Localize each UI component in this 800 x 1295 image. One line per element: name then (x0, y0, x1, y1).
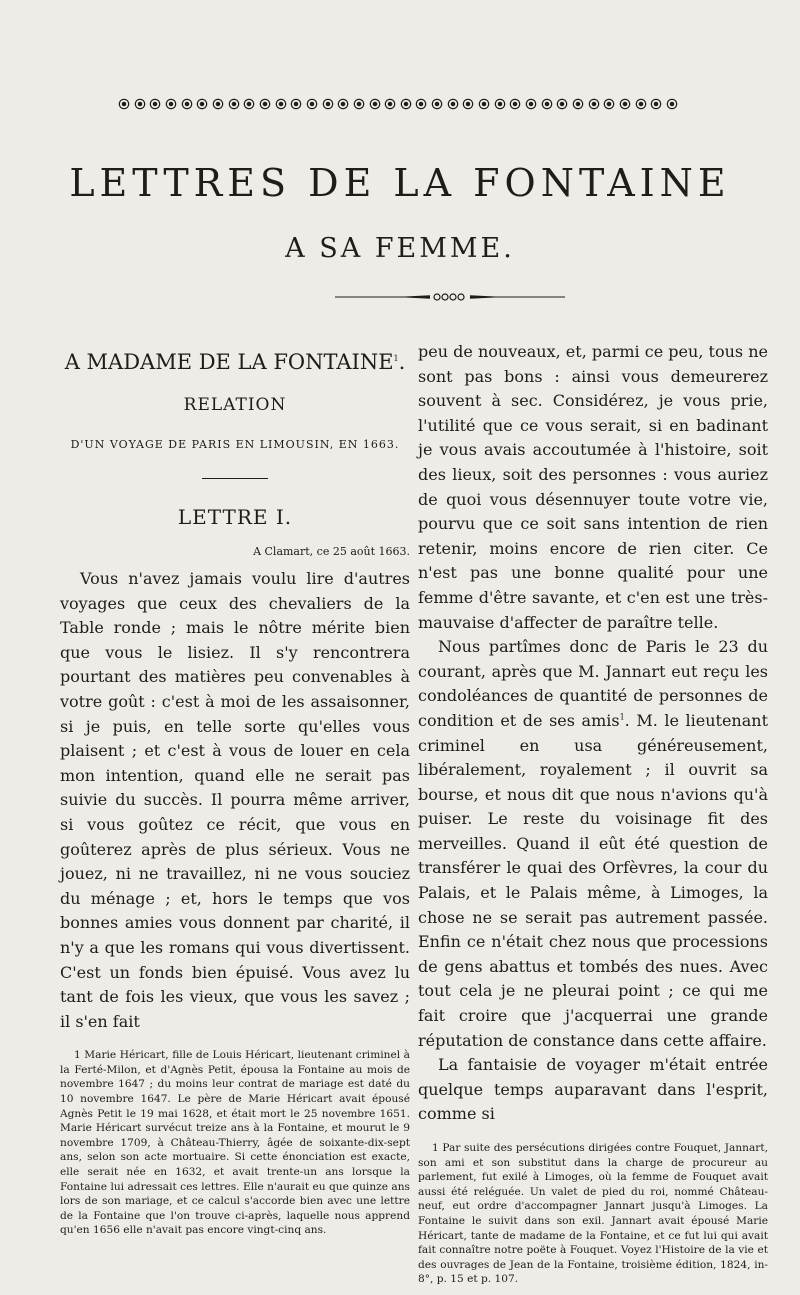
letter-dateline: A Clamart, ce 25 août 1663. (253, 545, 410, 558)
ornament-icon (666, 98, 678, 110)
ornament-icon (619, 98, 631, 110)
dedication-note-mark: 1 (393, 354, 399, 363)
ornament-icon (635, 98, 647, 110)
ornament-icon (525, 98, 537, 110)
ornament-icon (415, 98, 427, 110)
dedication-heading: A MADAME DE LA FONTAINE$^1$. (64, 350, 406, 374)
ornament-icon (275, 98, 287, 110)
letter-body-paragraph (418, 635, 768, 1053)
ornament-icon (306, 98, 318, 110)
ornament-icon (494, 98, 506, 110)
ornament-icon (243, 98, 255, 110)
book-subtitle: A SA FEMME. (285, 233, 515, 264)
ornament-icon (290, 98, 302, 110)
ornament-icon (134, 98, 146, 110)
left-column (60, 340, 410, 1238)
ornamental-divider (335, 293, 565, 301)
letter-body-paragraph: Vous n'avez jamais voulu lire d'autres voyages que ceux des chevaliers de la Table ronde ; mais le nôtre mérite bien que vous le lisiez. Il s'y rencontrera pourtant des matières peu convenables à votre goût : c'est à moi de les assaisonner, si je puis, en telle sorte qu'elles vous plaisent ; et c'est à vous de louer en cela mon intention, quand elle ne serait pas suivie du succès. Il pourra même arriver, si vous goûtez ce récit, que vous en goûterez après de plus sérieux. Vous ne jouez, ni ne travaillez, ni ne vous souciez du ménage ; et, hors le temps que vos bonnes amies vous donnent par charité, il n'y a que les romans qui vous divertissent. C'est un fonds bien épuisé. Vous avez lu tant de fois les vieux, que vous les savez ; il s'en fait (60, 569, 410, 1031)
ornament-icon (181, 98, 193, 110)
ornament-icon (556, 98, 568, 110)
paragraph-text: Nous partîmes donc de Paris le 23 du courant, après que M. Jannart eut reçu les condoléances de quantité de personnes de condition et de ses amis (418, 637, 768, 730)
ornament-icon (196, 98, 208, 110)
ornament-icon (431, 98, 443, 110)
ornament-icon (447, 98, 459, 110)
ornament-icon (165, 98, 177, 110)
ornament-icon (228, 98, 240, 110)
ornament-icon (588, 98, 600, 110)
ornament-icon (337, 98, 349, 110)
relation-heading: RELATION (183, 395, 287, 415)
ornament-icon (462, 98, 474, 110)
footnote: 1 Par suite des persécutions dirigées contre Fouquet, Jannart, son ami et son substitut dans la charge de procureur au parlement, fut exilé à Limoges, où la femme de Fouquet avait aussi été reléguée. Un valet de pied du roi, nommé Château-neuf, eut ordre d'accompagner Jannart jusqu'à Limoges. La Fontaine le suivit dans son exil. Jannart avait épousé Marie Héricart, tante de madame de la Fontaine, et ce fut lui qui avait fait connaître notre poëte à Fouquet. Voyez l'Histoire de la vie et des ouvrages de Jean de la Fontaine, troisième édition, 1824, in-8°, p. 15 et p. 107. (418, 1142, 768, 1286)
ornament-icon (603, 98, 615, 110)
ornament-icon (650, 98, 662, 110)
ornament-icon (478, 98, 490, 110)
ornament-icon (369, 98, 381, 110)
ornament-icon (149, 98, 161, 110)
dedication-text: A MADAME DE LA FONTAINE (64, 350, 394, 374)
letter-title: LETTRE I. (177, 505, 293, 529)
ornament-icon (384, 98, 396, 110)
top-ornament-band (118, 96, 678, 112)
letter-body-paragraph: La fantaisie de voyager m'était entrée quelque temps auparavant dans l'esprit, comme si (418, 1055, 768, 1124)
footnote: 1 Marie Héricart, fille de Louis Héricart, lieutenant criminel à la Ferté-Milon, et d'Agnès Petit, épousa la Fontaine au mois de novembre 1647 ; du moins leur contrat de mariage est daté du 10 novembre 1647. Le père de Marie Héricart avait épousé Agnès Petit le 19 mai 1628, et était mort le 25 novembre 1651. Marie Héricart survécut treize ans à la Fontaine, et mourut le 9 novembre 1709, à Château-Thierry, âgée de soixante-dix-sept ans, selon son acte mortuaire. Si cette énonciation est exacte, elle serait née en 1632, et avait trente-un ans lorsque la Fontaine lui adressait ces lettres. Elle n'aurait eu que quinze ans lors de son mariage, et ce calcul s'accorde bien avec une lettre de la Fontaine que l'on trouve ci-après, laquelle nous apprend qu'en 1656 elle n'avait pas encore vingt-cinq ans. (60, 1049, 410, 1237)
ornament-icon (509, 98, 521, 110)
ornament-icon (541, 98, 553, 110)
section-rule (202, 478, 268, 479)
right-column (418, 340, 768, 1287)
ornament-icon (400, 98, 412, 110)
ornament-icon (322, 98, 334, 110)
footnote-mark: 1 (619, 712, 625, 722)
letter-body-paragraph: peu de nouveaux, et, parmi ce peu, tous ne sont pas bons : ainsi vous demeurerez souvent à sec. Considérez, je vous prie, l'utilité que ce vous serait, si en badinant je vous avais accoutumée à l'histoire, soit des lieux, soit des personnes : vous auriez de quoi vous désennuyer toute votre vie, pourvu que ce soit sans intention de rien retenir, moins encore de rien citer. Ce n'est pas une bonne qualité pour une femme d'être savante, et c'en est une très-mauvaise d'affecter de paraître telle. (418, 342, 768, 632)
ornament-icon (259, 98, 271, 110)
paragraph-text: . M. le lieutenant criminel en usa généreusement, libéralement, royalement ; il ouvrit sa bourse, et nous dit que nous n'avions qu'à puiser. Le reste du voisinage fit des merveilles. Quand il eût été question de transférer le quai des Orfèvres, la cour du Palais, et le Palais même, à Limoges, la chose ne se serait pas autrement passée. Enfin ce n'était chez nous que processions de gens abattus et tombés des nues. Avec tout cela je ne pleurai point ; ce qui me fait croire que j'acquerrai une grande réputation de constance dans cette affaire. (418, 710, 768, 1050)
ornament-icon (572, 98, 584, 110)
ornament-icon (118, 98, 130, 110)
ornament-icon (212, 98, 224, 110)
ornament-icon (353, 98, 365, 110)
voyage-subheading: D'UN VOYAGE DE PARIS EN LIMOUSIN, EN 1663. (70, 438, 400, 451)
book-title: LETTRES DE LA FONTAINE (69, 161, 731, 205)
